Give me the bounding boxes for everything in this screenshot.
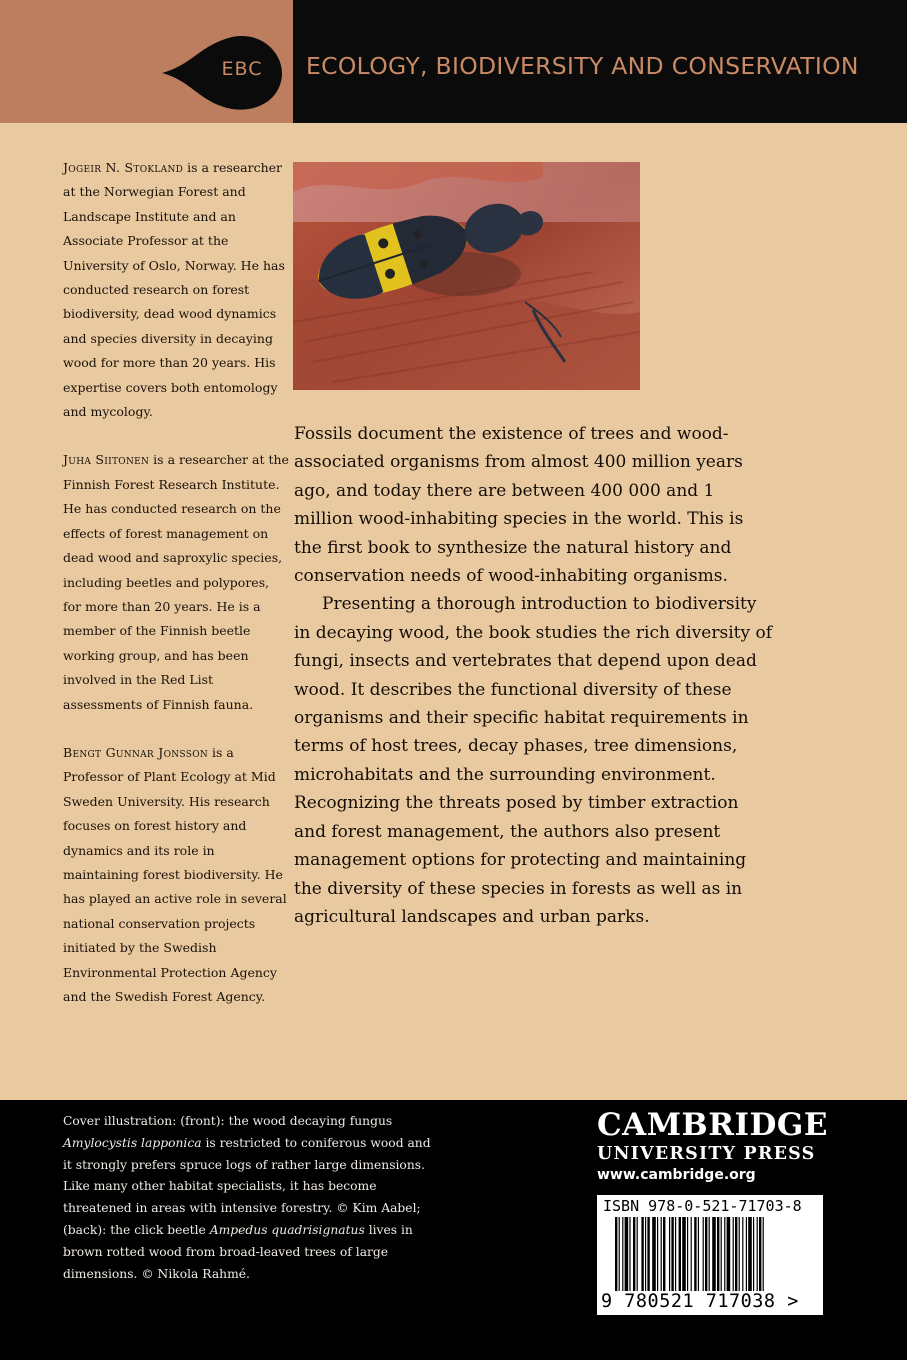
barcode-bar: [703, 1217, 704, 1291]
barcode-bar: [733, 1217, 734, 1291]
author-name: Juha Siitonen: [63, 452, 150, 468]
barcode-bar: [724, 1217, 725, 1291]
author-name: Bengt Gunnar Jonsson: [63, 744, 209, 760]
barcode-bar: [759, 1217, 761, 1291]
credits-text: lives in brown rotted wood from broad-leaved trees of large dimensions. © Nikola Rahmé.: [63, 1222, 413, 1281]
barcode-bar: [671, 1217, 673, 1291]
barcode-bar: [742, 1217, 743, 1291]
barcode-bar: [746, 1217, 747, 1291]
barcode-bar: [657, 1217, 658, 1291]
barcode-bar: [735, 1217, 737, 1291]
barcode-bar: [709, 1217, 710, 1291]
barcode-bars: [615, 1217, 815, 1291]
species-name: Ampedus quadrisignatus: [209, 1222, 365, 1237]
barcode-bar: [619, 1217, 620, 1291]
description-paragraph: Presenting a thorough introduction to biodiversity in decaying wood, the book studies the rich diversity of fungi, insects and vertebrates that depend upon dead wood. It describes the functional diversity of these organisms and their specific habitat requirements in terms of host trees, decay phases, tree dimensions, microhabitats and the surrounding environment. Recognizing the threats posed by timber extraction and forest management, the authors also present management options for protecting and maintaining the diversity of these species in forests as well as in agricultural landscapes and urban parks.: [294, 594, 773, 927]
publisher-url[interactable]: www.cambridge.org: [597, 1167, 756, 1183]
ebc-label: EBC: [221, 58, 263, 80]
barcode-bar: [721, 1217, 722, 1291]
barcode-bar: [675, 1217, 676, 1291]
barcode-bar: [682, 1217, 686, 1291]
isbn-barcode: [597, 1195, 823, 1315]
series-badge-panel: [0, 0, 293, 123]
author-bio-text: is a researcher at the Finnish Forest Research Institute. He has conducted research on the effects of forest management on dead wood and saproxylic species, including beetles and polypores, for more than 20 years. He is a member of the Finnish beetle working group, and has been involved in the Red List assessments of Finnish fauna.: [63, 452, 289, 712]
barcode-bar: [629, 1217, 630, 1291]
cover-credits: [63, 1111, 443, 1285]
barcode-bar: [661, 1217, 662, 1291]
barcode-number: 9 780521 717038 >: [601, 1291, 799, 1312]
barcode-bar: [645, 1217, 646, 1291]
barcode-bar: [691, 1217, 692, 1291]
credits-text: Cover illustration: (front): the wood decaying fungus: [63, 1114, 393, 1128]
barcode-bar: [763, 1217, 764, 1291]
barcode-bar: [615, 1217, 617, 1291]
author-bio-text: is a researcher at the Norwegian Forest and Landscape Institute and an Associate Professor at the University of Oslo, Norway. He has conducted research on forest biodiversity, dead wood dynamics and species diversity in decaying wood for more than 20 years. His expertise covers both entomology and mycology.: [63, 160, 285, 420]
beetle-photo: [293, 162, 640, 390]
author-bios: [63, 156, 291, 1033]
barcode-bar: [698, 1217, 699, 1291]
barcode-bar: [647, 1217, 649, 1291]
barcode-bar: [622, 1217, 623, 1291]
species-name: Amylocystis lapponica: [63, 1135, 202, 1150]
barcode-bar: [739, 1217, 740, 1291]
barcode-bar: [717, 1217, 719, 1291]
book-description: [294, 420, 774, 931]
author-bio: [63, 156, 291, 424]
barcode-bar: [757, 1217, 758, 1291]
barcode-bar: [694, 1217, 696, 1291]
barcode-bar: [679, 1217, 681, 1291]
author-bio-text: is a Professor of Plant Ecology at Mid Sweden University. His research focuses on forest history and dynamics and its role in maintaining forest biodiversity. He has played an active role in several national conservation projects initiated by the Swedish Environmental Protection Agency and the Swedish Forest Agency.: [63, 744, 287, 1004]
series-header: [0, 0, 907, 123]
barcode-bar: [748, 1217, 752, 1291]
description-paragraph: Fossils document the existence of trees and wood-associated organisms from almost 400 million years ago, and today there are between 400 000 and 1 million wood-inhabiting species in the world. This is the first book to synthesize the natural history and conservation needs of wood-inhabiting organisms.: [294, 424, 744, 587]
barcode-bar: [633, 1217, 635, 1291]
publisher-subtitle: UNIVERSITY PRESS: [597, 1144, 816, 1164]
barcode-bar: [753, 1217, 754, 1291]
barcode-bar: [663, 1217, 665, 1291]
author-bio: [63, 741, 291, 1009]
publisher-name: CAMBRIDGE: [597, 1107, 828, 1143]
barcode-bar: [669, 1217, 670, 1291]
barcode-bar: [625, 1217, 629, 1291]
isbn-label: ISBN 978-0-521-71703-8: [603, 1197, 802, 1215]
series-title: ECOLOGY, BIODIVERSITY AND CONSERVATION: [306, 52, 859, 80]
publisher-logo: [597, 1105, 827, 1183]
barcode-bar: [727, 1217, 731, 1291]
barcode-bar: [705, 1217, 707, 1291]
author-name: Jogeir N. Stokland: [63, 160, 184, 175]
barcode-bar: [637, 1217, 638, 1291]
barcode-bar: [687, 1217, 688, 1291]
barcode-bar: [641, 1217, 643, 1291]
barcode-bar: [652, 1217, 656, 1291]
barcode-bar: [712, 1217, 716, 1291]
credits-text: is restricted to coniferous wood and it strongly prefers spruce logs of rather large dimensions. Like many other habitat specialists, it has become threatened in areas with intensive forestry. © Kim Aabel; (back): the click beetle: [63, 1135, 431, 1237]
author-bio: [63, 448, 291, 716]
